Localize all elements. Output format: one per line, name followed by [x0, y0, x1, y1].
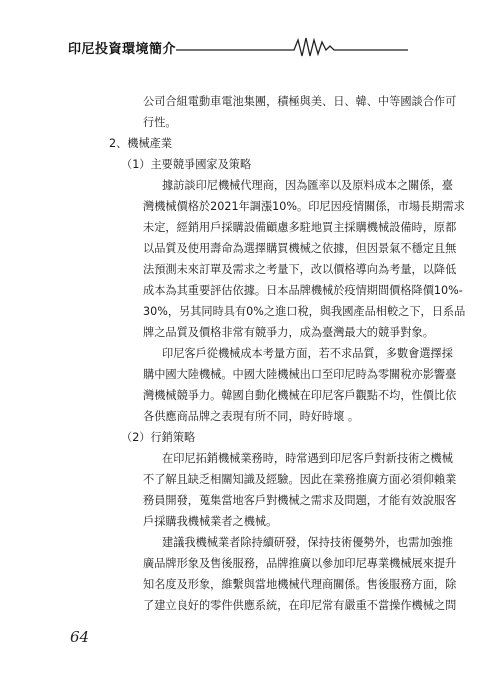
paragraph-first-line: 據訪談印尼機械代理商，因為匯率以及原料成本之關係，臺: [162, 179, 453, 192]
heartbeat-line-ornament: [176, 36, 408, 58]
subsection-heading: （2）行銷策略: [121, 431, 196, 444]
running-header: [68, 36, 408, 58]
text-line: 購中國大陸機械。中國大陸機械出口至印尼時為零關稅亦影響臺: [143, 368, 457, 381]
text-line: 灣機械競爭力。韓國自動化機械在印尼客戶觀點不均，性價比依: [143, 389, 457, 402]
text-line: 公司合組電動車電池集團，積極與美、日、韓、中等國談合作可: [143, 95, 457, 108]
text-line: 知名度及形象，維繫與當地機械代理商關係。售後服務方面，除: [143, 578, 457, 591]
text-line: 灣機械價格於2021年調漲10%。印尼因疫情關係，市場長期需求: [143, 200, 465, 213]
text-line: 成本為其重要評估依據。日本品牌機械於疫情期間價格降價10%-: [143, 284, 463, 297]
text-line: 不了解且缺乏相關知識及經驗。因此在業務推廣方面必須仰賴業: [143, 473, 457, 486]
text-line: 戶採購我機械業者之機械。: [143, 515, 278, 528]
subsection-heading: （1）主要競爭國家及策略: [121, 158, 252, 171]
paragraph-first-line: 在印尼拓銷機械業務時，時常遇到印尼客戶對新技術之機械: [162, 452, 453, 465]
text-line: 未定，經銷用戶採購設備顧慮多駐地買主採購機械設備時，原都: [143, 221, 457, 234]
paragraph-first-line: 建議我機械業者除持續研發，保持技術優勢外，也需加強推: [162, 536, 453, 549]
text-line: 行性。: [143, 116, 177, 129]
header-title: 印尼投資環境簡介: [68, 42, 177, 57]
text-line: 廣品牌形象及售後服務，品牌推廣以參加印尼專業機械展來提升: [143, 557, 457, 570]
paragraph-first-line: 印尼客戶從機械成本考量方面，若不求品質，多數會選擇採: [162, 347, 453, 360]
text-line: 各供應商品牌之表現有所不同，時好時壞 。: [143, 410, 360, 423]
text-line: 牌之品質及價格非常有競爭力，成為臺灣最大的競爭對象。: [143, 326, 434, 339]
text-line: 30%，另其同時具有0%之進口稅，與我國產品相較之下，日系品: [143, 305, 466, 318]
section-heading: 2、機械產業: [109, 137, 173, 150]
text-line: 務員開發，蒐集當地客戶對機械之需求及問題，才能有效說服客: [143, 494, 457, 507]
text-line: 法預測未來訂單及需求之考量下，改以價格導向為考量，以降低: [143, 263, 457, 276]
page-number: 64: [70, 628, 90, 646]
text-line: 了建立良好的零件供應系統，在印尼常有嚴重不當操作機械之問: [143, 599, 457, 612]
text-line: 以品質及使用壽命為選擇購買機械之依據，但因景氣不穩定且無: [143, 242, 457, 255]
